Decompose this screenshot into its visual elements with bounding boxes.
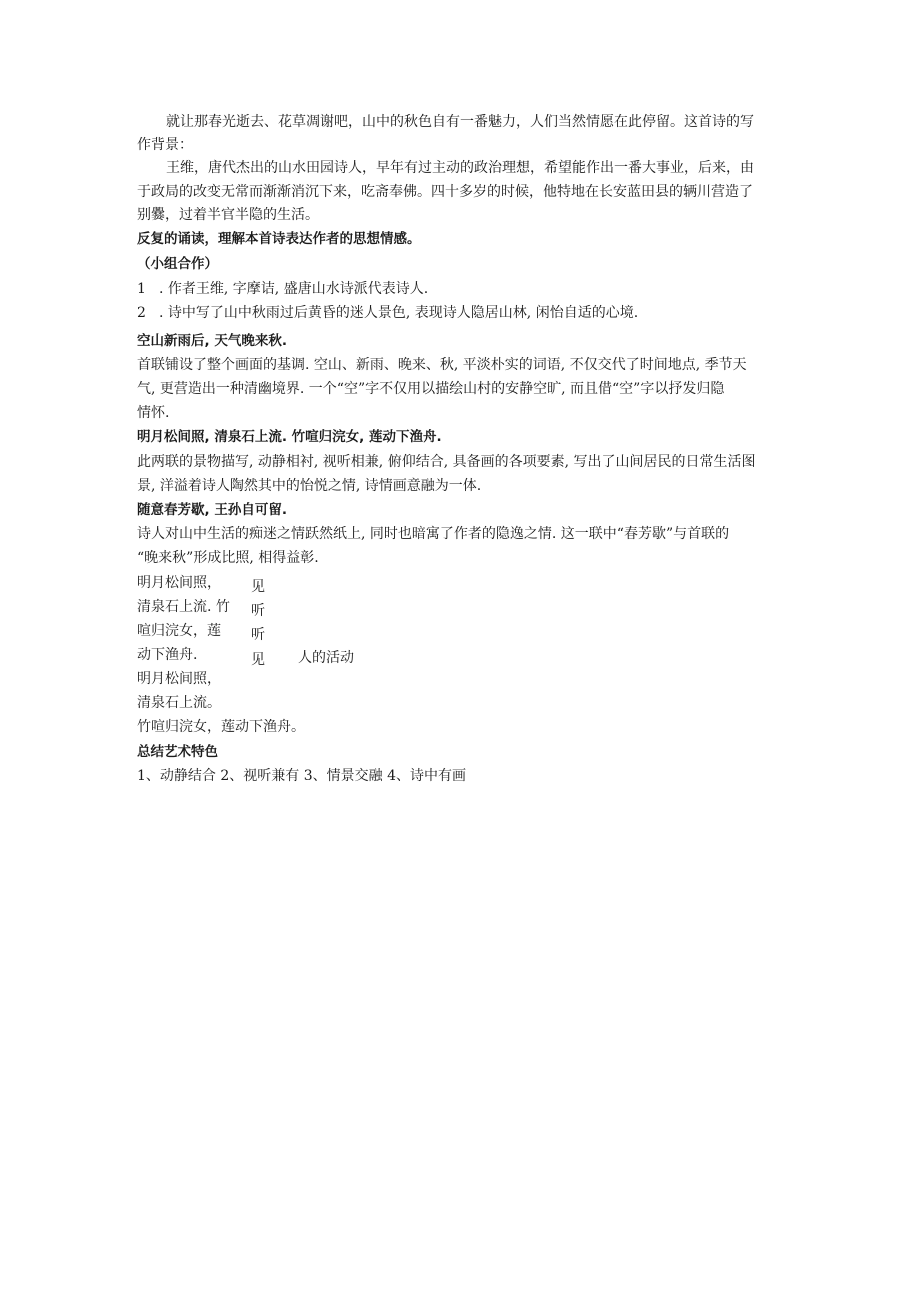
background-line: 王维，唐代杰出的山水田园诗人，早年有过主动的政治理想，希望能作出一番大事业，后来，由 [166, 160, 754, 176]
point-number: 1 [137, 281, 146, 297]
sense-label: 见 [251, 579, 265, 595]
poem-line: 明月松间照， [137, 575, 221, 591]
point-number: 2 [137, 305, 146, 321]
group-note: （小组合作） [137, 256, 218, 272]
sense-label: 听 [251, 603, 265, 619]
section-heading: 空山新雨后, 天气晚来秋. [137, 333, 287, 349]
poem-line: 清泉石上流。 [137, 695, 221, 711]
summary-heading: 总结艺术特色 [137, 744, 218, 760]
section-line: 景, 洋溢着诗人陶然其中的怡悦之情, 诗情画意融为一体. [137, 478, 482, 494]
point-text: . 诗中写了山中秋雨过后黄昏的迷人景色, 表现诗人隐居山林, 闲怡自适的心境. [159, 305, 639, 321]
summary-items: 1、动静结合 2、视听兼有 3、情景交融 4、诗中有画 [137, 768, 466, 784]
point-item [137, 303, 638, 323]
poem-line: 明月松间照， [137, 671, 221, 687]
section-heading: 明月松间照, 清泉石上流. 竹喧归浣女, 莲动下渔舟. [137, 429, 442, 445]
poem-line: 清泉石上流. 竹 [137, 599, 230, 615]
intro-line: 作背景： [137, 137, 193, 153]
section-line: 情怀. [137, 405, 170, 421]
section-heading: 随意春芳歇, 王孙自可留. [137, 502, 287, 518]
section-line: 诗人对山中生活的痴迷之情跃然纸上, 同时也暗寓了作者的隐逸之情. 这一联中“春芳歇”与首联的 [137, 526, 730, 542]
activity-label: 人的活动 [298, 650, 354, 666]
section-line: 气, 更营造出一种清幽境界. 一个“空”字不仅用以描绘山村的安静空旷, 而且借“空”字以抒发归隐 [137, 381, 725, 397]
point-item [137, 279, 428, 299]
poem-line: 喧归浣女，莲 [137, 623, 221, 639]
section-line: 首联铺设了整个画面的基调. 空山、新雨、晚来、秋, 平淡朴实的词语, 不仅交代了时间地点, 季节天 [137, 357, 747, 373]
background-line: 于政局的改变无常而渐渐消沉下来，吃斋奉佛。四十多岁的时候，他特地在长安蓝田县的辆川营造了 [137, 184, 753, 200]
intro-line: 就让那春光逝去、花草凋谢吧，山中的秋色自有一番魅力，人们当然情愿在此停留。这首诗的写 [166, 114, 754, 130]
poem-line: 竹喧归浣女，莲动下渔舟。 [137, 719, 305, 735]
sense-label: 见 [251, 652, 265, 668]
section-line: “晚来秋”形成比照, 相得益彰. [137, 550, 319, 566]
background-line: 别爨，过着半官半隐的生活。 [137, 207, 319, 223]
section-line: 此两联的景物描写, 动静相衬, 视听相兼, 俯仰结合, 具备画的各项要素, 写出了山间居民的日常生活图 [137, 454, 756, 470]
task-heading: 反复的诵读，理解本首诗表达作者的思想情感。 [137, 231, 421, 247]
point-text: . 作者王维, 字摩诘, 盛唐山水诗派代表诗人. [159, 281, 429, 297]
poem-line: 动下渔舟. [137, 647, 198, 663]
sense-label: 听 [251, 627, 265, 643]
